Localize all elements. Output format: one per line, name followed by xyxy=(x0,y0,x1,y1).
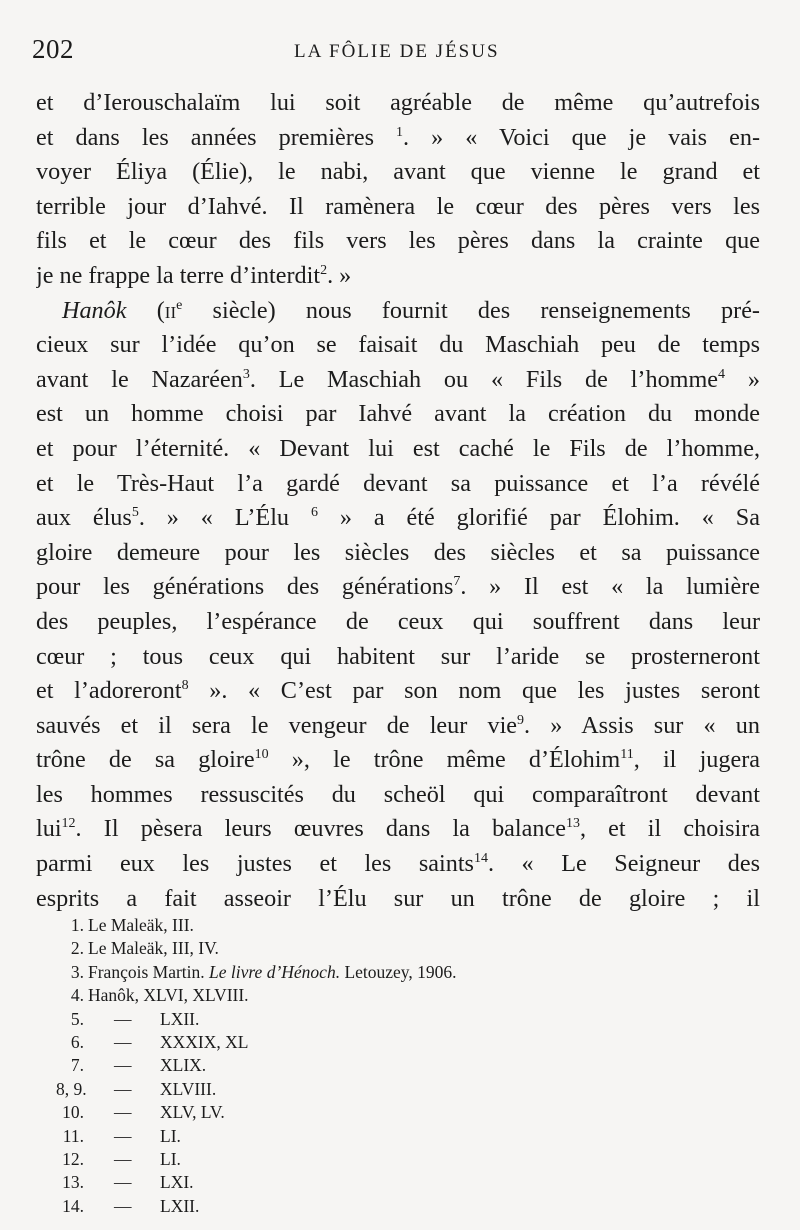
text-line: cieux sur l’idée qu’on se faisait du Maschiah peu de temps xyxy=(36,331,760,359)
text-line: je ne frappe la terre d’interdit$^2$. » xyxy=(36,261,352,289)
footnote-ref: 8 xyxy=(181,678,189,694)
text-line: sauvés et il sera le vengeur de leur vie$^9$. » Assis sur « un xyxy=(36,711,760,739)
footnote-ref: 9 xyxy=(517,712,525,728)
footnote: 3. François Martin. Le livre d’Hénoch. Letouzey, 1906. xyxy=(70,961,457,982)
text-line: gloire demeure pour les siècles des siècles et sa puissance xyxy=(36,538,760,566)
footnote: 7. — XLIX. xyxy=(70,1055,207,1076)
footnote-ref: 3 xyxy=(242,366,250,382)
text-line: Hanôk ($ii^e$ siècle) nous fournit des renseignements pré- xyxy=(62,296,760,324)
footnote-ref: 11 xyxy=(620,747,634,763)
footnote-ref: 6 xyxy=(310,505,318,521)
body-text xyxy=(36,86,760,916)
footnote-ref: 5 xyxy=(131,505,139,521)
text-line: et d’Ierouschalaïm lui soit agréable de même qu’autrefois xyxy=(36,89,760,116)
footnote: 14. — LXII. xyxy=(62,1195,200,1216)
running-title: LA FÔLIE DE JÉSUS xyxy=(294,41,500,62)
footnote-ref: 4 xyxy=(718,366,726,382)
text-line: terrible jour d’Iahvé. Il ramènera le cœur des pères vers les xyxy=(36,192,760,220)
text-line: et l’adoreront$^8$ ». « C’est par son nom que les justes seront xyxy=(36,677,760,705)
footnotes xyxy=(56,914,656,1218)
footnote: 11. — LI. xyxy=(62,1125,181,1146)
footnote-ref: 1 xyxy=(396,124,404,140)
page-header xyxy=(32,34,768,74)
text-line: cœur ; tous ceux qui habitent sur l’aride se prosterneront xyxy=(36,642,760,670)
text-line: des peuples, l’espérance de ceux qui souffrent dans leur xyxy=(36,607,760,635)
footnote-ref: 7 xyxy=(453,574,461,590)
text-line: aux élus$^5$. » « L’Élu $^6$ » a été glorifié par Élohim. « Sa xyxy=(36,504,760,532)
text-line: parmi eux les justes et les saints$^{14}$. « Le Seigneur des xyxy=(36,850,760,878)
text-line: et dans les années premières $^1$. » « Voici que je vais en- xyxy=(36,123,760,151)
footnote-ref: 14 xyxy=(473,851,488,867)
footnote: 13. — LXI. xyxy=(62,1172,194,1193)
text-line: esprits a fait asseoir l’Élu sur un trône de gloire ; il xyxy=(36,884,760,912)
text-line: avant le Nazaréen$^3$. Le Maschiah ou « Fils de l’homme$^4$ » xyxy=(36,365,760,393)
footnote: 4. Hanôk, XLVI, XLVIII. xyxy=(70,985,249,1006)
footnote: 2. Le Maleäk, III, IV. xyxy=(70,938,219,959)
page-number: 202 xyxy=(32,34,74,64)
footnote-ref: 2 xyxy=(320,262,328,278)
footnote: 8, 9. — XLVIII. xyxy=(56,1078,217,1099)
footnote: 5. — LXII. xyxy=(70,1008,200,1029)
text-line: les hommes ressuscités du scheöl qui comparaîtront devant xyxy=(36,780,760,808)
footnote: 10. — XLV, LV. xyxy=(62,1102,225,1123)
text-line: pour les générations des générations$^7$. » Il est « la lumière xyxy=(36,573,760,601)
text-line: est un homme choisi par Iahvé avant la création du monde xyxy=(36,400,760,428)
footnote: 6. — XXXIX, XL xyxy=(70,1031,249,1052)
footnote: 1. Le Maleäk, III. xyxy=(70,915,194,935)
footnote-ref: 10 xyxy=(254,747,269,763)
text-line: trône de sa gloire$^{10}$ », le trône même d’Élohim$^{11}$, il jugera xyxy=(36,746,760,774)
footnote: 12. — LI. xyxy=(62,1148,181,1169)
text-line: et le Très-Haut l’a gardé devant sa puissance et l’a révélé xyxy=(36,469,760,497)
footnote-ref: 13 xyxy=(565,816,580,832)
text-line: voyer Éliya (Élie), le nabi, avant que vienne le grand et xyxy=(36,158,760,186)
text-line: fils et le cœur des fils vers les pères dans la crainte que xyxy=(36,227,760,255)
footnote-ref: 12 xyxy=(61,816,76,832)
text-line: lui$^{12}$. Il pèsera leurs œuvres dans la balance$^{13}$, et il choisira xyxy=(36,815,760,843)
text-line: et pour l’éternité. « Devant lui est caché le Fils de l’homme, xyxy=(36,434,760,462)
